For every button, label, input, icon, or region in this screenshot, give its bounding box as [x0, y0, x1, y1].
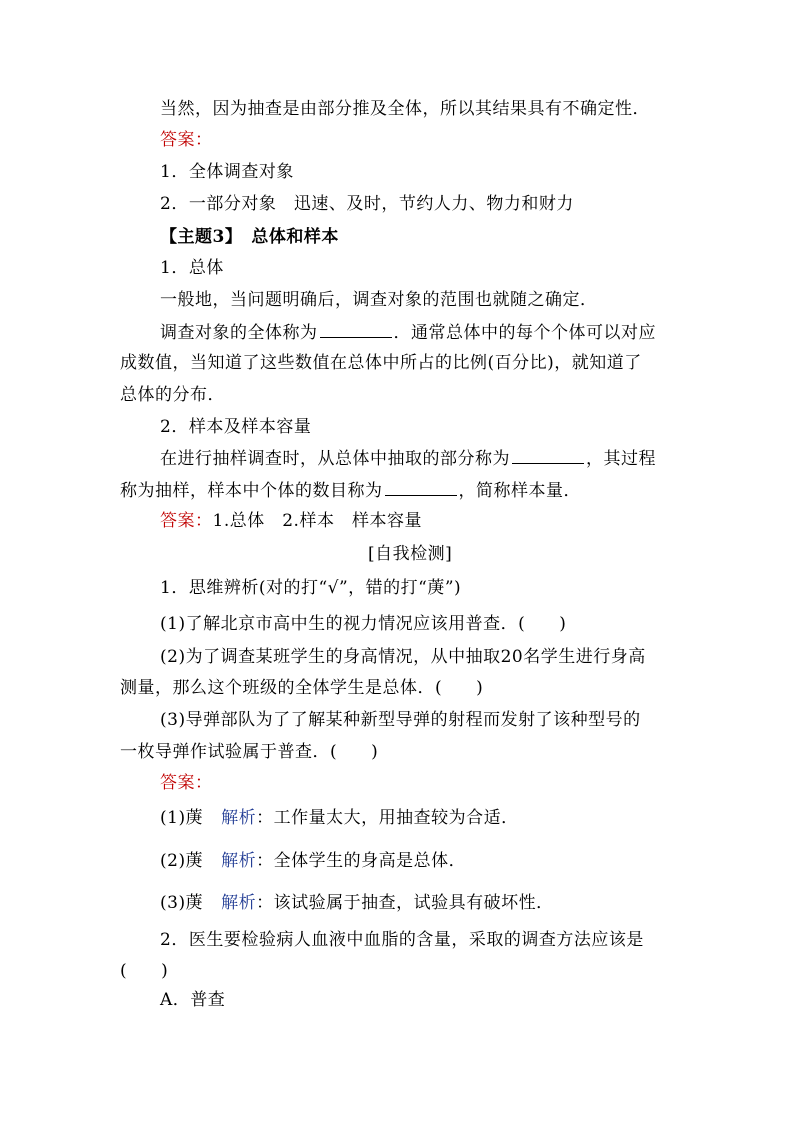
- analysis-label: 解析: [221, 893, 257, 913]
- question-1-2-cont: [120, 677, 483, 699]
- paragraph-line-with-blank: [120, 479, 581, 502]
- text-fragment: ): [371, 742, 379, 762]
- text-fragment: 一枚导弹作试验属于普查．(: [120, 742, 338, 762]
- question-2-option-a: A．普查: [160, 990, 226, 1010]
- text-fragment: 测量，那么这个班级的全体学生是总体．(: [120, 678, 443, 698]
- subheading-sample: 2．样本及样本容量: [160, 417, 312, 437]
- answer-row: [160, 510, 422, 532]
- answer-explanation-2: [160, 850, 466, 872]
- text-fragment: (1)了解北京市高中生的视力情况应该用普查．(: [160, 614, 526, 634]
- answer-label: 答案：: [160, 511, 213, 531]
- text-fragment: ): [476, 678, 484, 698]
- text-fragment: 调查对象的全体称为: [160, 323, 318, 343]
- answer-item-1: 1．全体调查对象: [160, 162, 294, 182]
- answer-mark: (3)菮: [160, 893, 204, 913]
- paragraph-line: 一般地，当问题明确后，调查对象的范围也就随之确定．: [160, 290, 598, 310]
- fill-in-blank: [320, 321, 392, 338]
- question-2: 2．医生要检验病人血液中血脂的含量，采取的调查方法应该是: [160, 930, 644, 950]
- text-fragment: ，简称样本量．: [458, 481, 581, 501]
- section-heading: 【主题3】 总体和样本: [160, 227, 339, 247]
- paragraph-line: 当然，因为抽查是由部分推及全体，所以其结果具有不确定性．: [160, 99, 650, 119]
- analysis-text: ：全体学生的身高是总体．: [256, 851, 467, 871]
- self-check-heading: [自我检测]: [368, 544, 453, 564]
- text-fragment: ): [161, 961, 169, 981]
- answer-explanation-3: [160, 892, 554, 914]
- question-1-3: (3)导弹部队为了了解某种新型导弹的射程而发射了该种型号的: [160, 710, 641, 730]
- paragraph-line: 成数值，当知道了这些数值在总体中所占的比例(百分比)，就知道了: [120, 353, 642, 373]
- subheading-population: 1．总体: [160, 258, 224, 278]
- answer-explanation-1: [160, 807, 519, 829]
- answer-label: 答案：: [160, 130, 213, 150]
- text-fragment: (: [120, 961, 128, 981]
- answer-mark: (1)菮: [160, 808, 204, 828]
- analysis-label: 解析: [221, 808, 257, 828]
- text-fragment: ，其过程: [586, 449, 656, 469]
- paragraph-line-with-blank: [160, 447, 656, 470]
- fill-in-blank: [385, 479, 457, 496]
- answer-label: 答案：: [160, 773, 213, 793]
- paragraph-line: 总体的分布．: [120, 385, 225, 405]
- analysis-text: ：工作量太大，用抽查较为合适．: [256, 808, 519, 828]
- question-1-2: (2)为了调查某班学生的身高情况，从中抽取20名学生进行身高: [160, 647, 646, 667]
- question-1: 1．思维辨析(对的打“√”，错的打“菮”): [160, 578, 462, 598]
- text-fragment: 在进行抽样调查时，从总体中抽取的部分称为: [160, 449, 510, 469]
- answer-mark: (2)菮: [160, 851, 204, 871]
- answer-text: 1.总体 2.样本 样本容量: [212, 511, 422, 531]
- question-1-3-cont: [120, 741, 378, 763]
- text-fragment: ): [559, 614, 567, 634]
- text-fragment: ．通常总体中的每个个体可以对应: [393, 323, 656, 343]
- analysis-label: 解析: [221, 851, 257, 871]
- paragraph-line-with-blank: [160, 321, 656, 344]
- analysis-text: ：该试验属于抽查，试验具有破坏性．: [256, 893, 554, 913]
- answer-item-2: 2．一部分对象 迅速、及时，节约人力、物力和财力: [160, 194, 574, 214]
- text-fragment: 称为抽样，样本中个体的数目称为: [120, 481, 383, 501]
- question-2-paren: [120, 960, 168, 982]
- fill-in-blank: [512, 447, 584, 464]
- question-1-1: [160, 613, 566, 635]
